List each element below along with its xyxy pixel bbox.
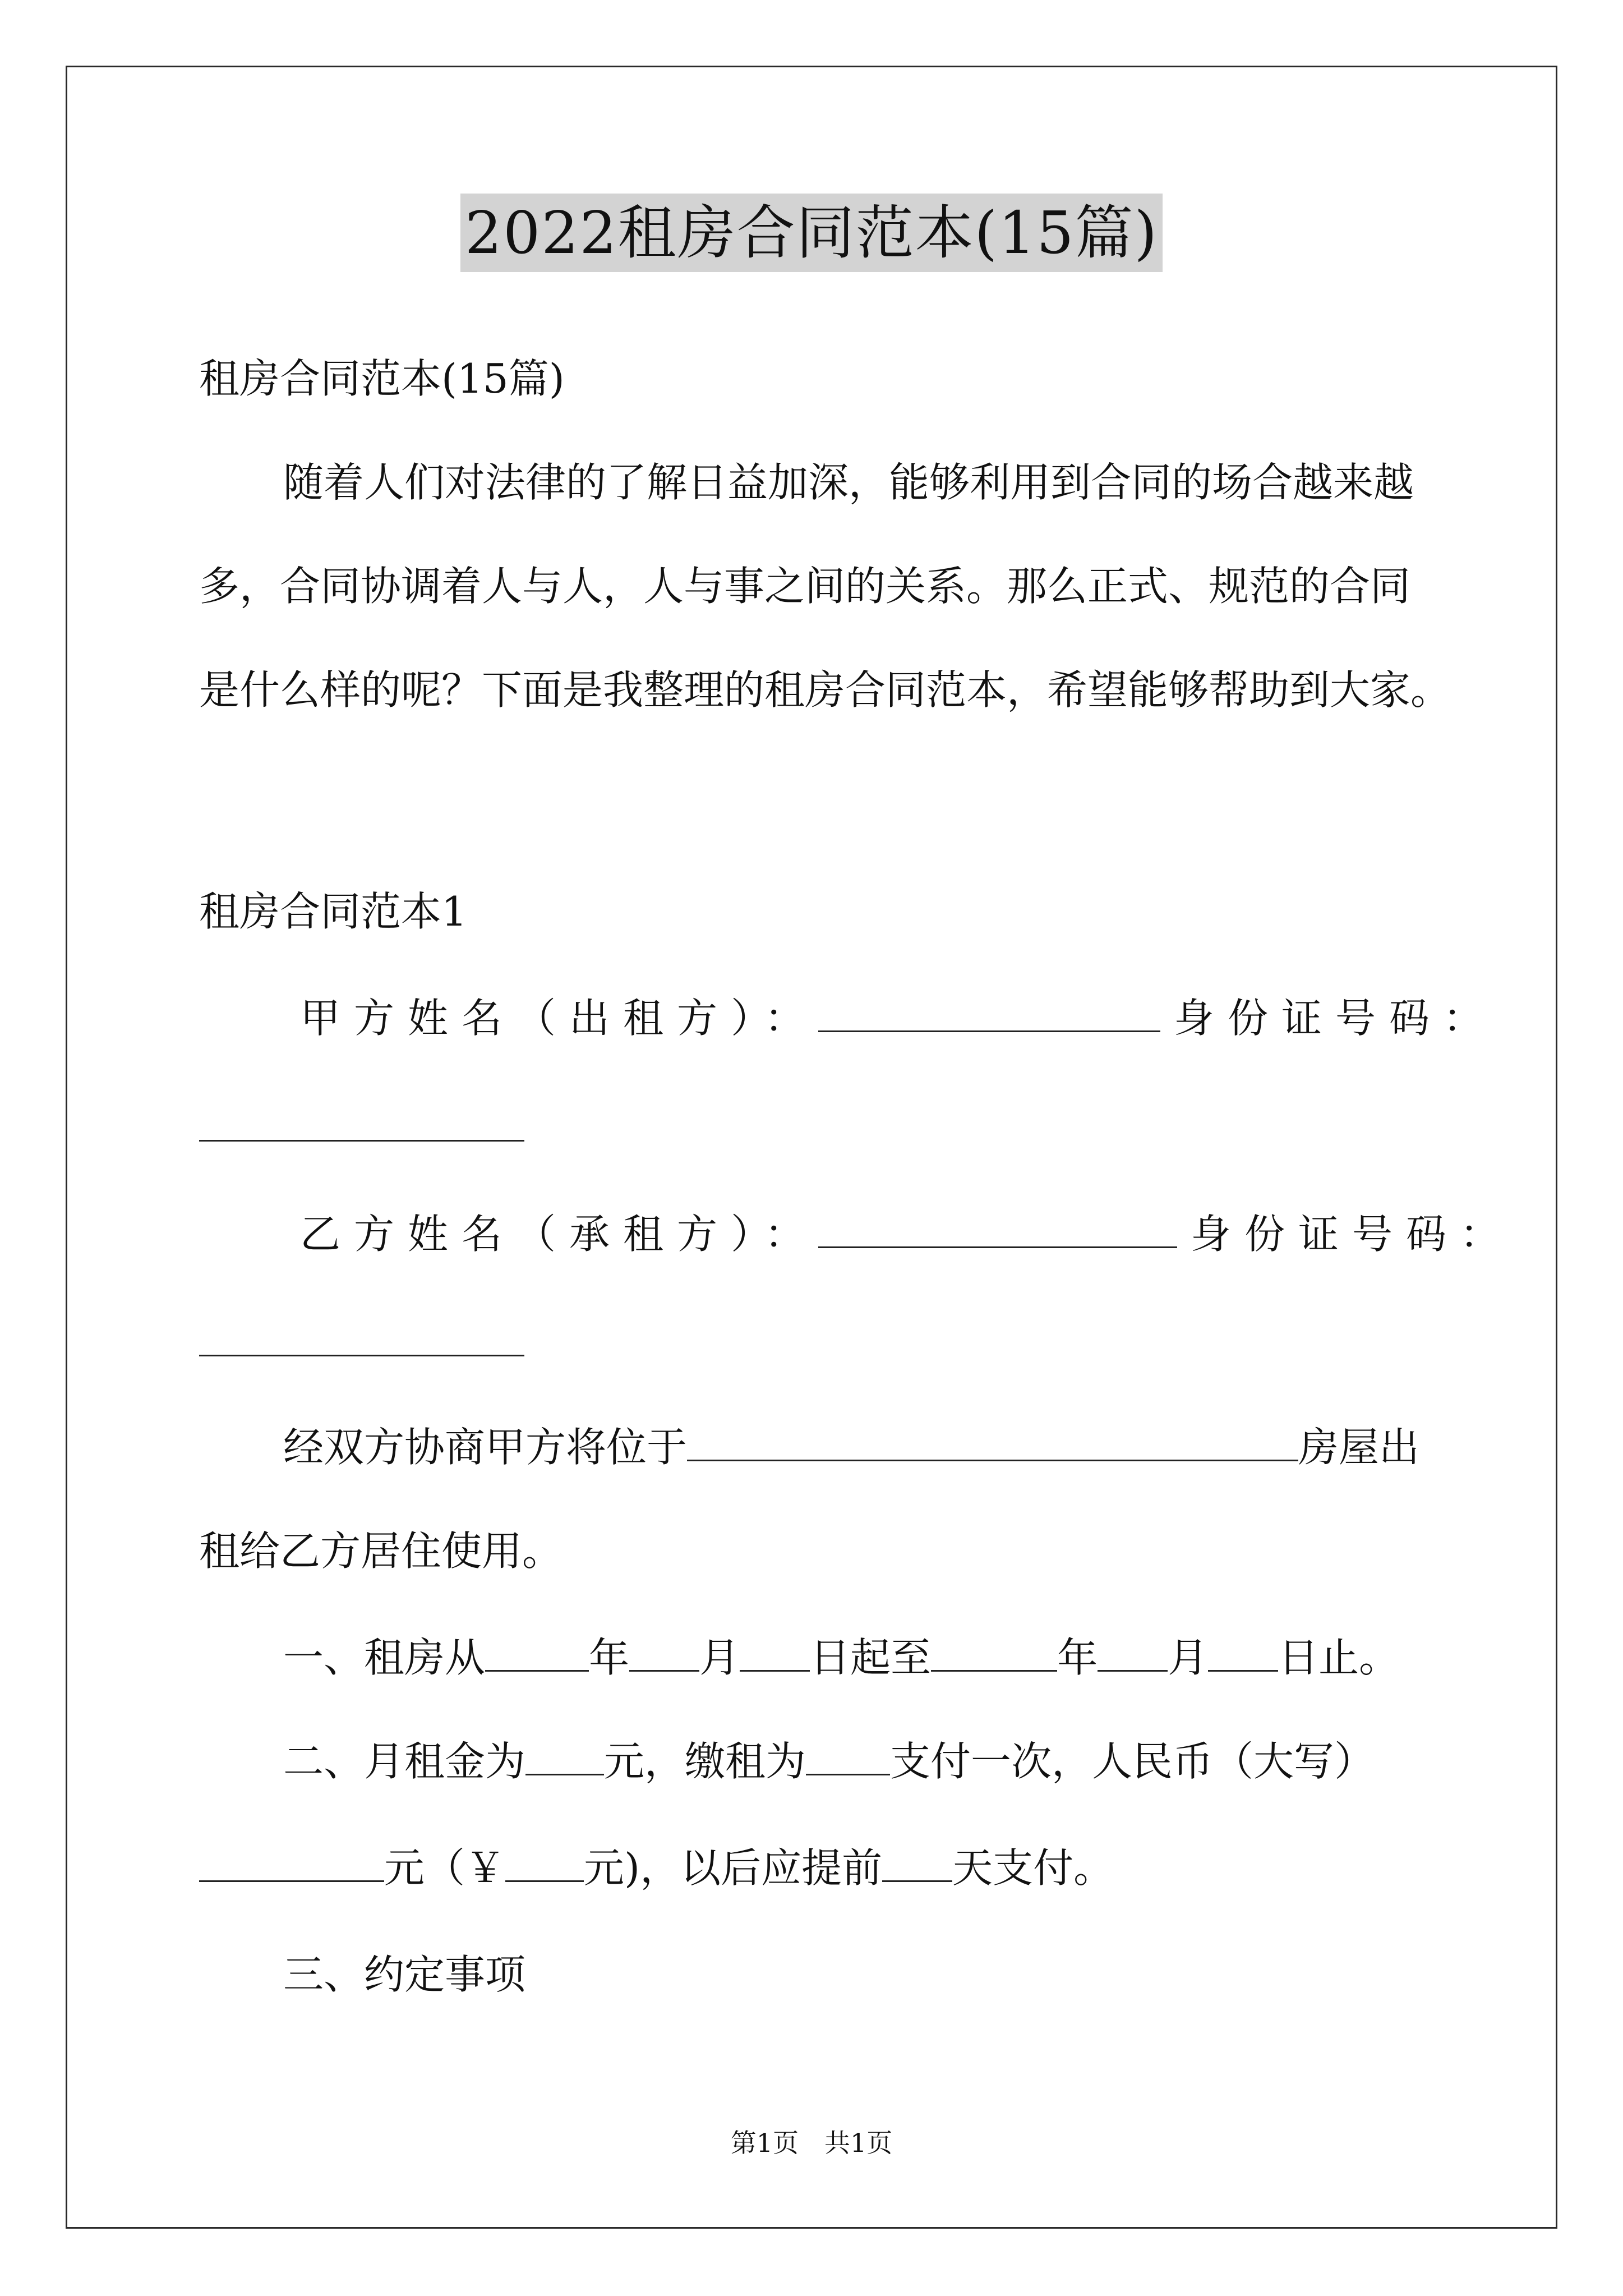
term-start-day-blank <box>740 1667 810 1672</box>
intro-line-2: 多，合同协调着人与人，人与事之间的关系。那么正式、规范的合同 <box>199 563 1411 610</box>
term-line <box>283 1630 1399 1686</box>
term-a: 一、租房从 <box>283 1634 486 1681</box>
term-d: 日起至 <box>810 1634 932 1681</box>
house-suffix: 房屋出 <box>1298 1424 1420 1471</box>
term-end-day-blank <box>1208 1667 1278 1672</box>
intro-line-1: 随着人们对法律的了解日益加深，能够利用到合同的场合越来越 <box>283 459 1414 506</box>
house-line-1 <box>283 1419 1419 1475</box>
term-start-month-blank <box>629 1667 699 1672</box>
term-f: 月 <box>1168 1634 1209 1681</box>
term-end-year-blank <box>931 1667 1057 1672</box>
rent-line-1 <box>283 1733 1375 1789</box>
rent-figure-blank <box>505 1877 584 1882</box>
document-title: 2022租房合同范本(15篇) <box>460 194 1163 272</box>
subtitle: 租房合同范本(15篇) <box>199 355 565 402</box>
party-a-id-blank <box>199 1140 524 1142</box>
page-footer: 第1页 共1页 <box>730 2128 893 2158</box>
rent-b: 元，缴租为 <box>604 1738 806 1785</box>
party-b-name-blank <box>818 1243 1177 1248</box>
term-c: 月 <box>699 1634 740 1681</box>
title-wrap <box>0 194 1623 272</box>
term-b: 年 <box>589 1634 630 1681</box>
rent-f: 天支付。 <box>952 1844 1114 1892</box>
rent-words-blank <box>199 1877 384 1882</box>
section-heading: 租房合同范本1 <box>199 888 467 935</box>
term-g: 日止。 <box>1278 1634 1400 1681</box>
rent-period-blank <box>806 1770 890 1775</box>
agreement-heading: 三、约定事项 <box>283 1951 526 1998</box>
term-e: 年 <box>1057 1634 1098 1681</box>
house-address-blank <box>687 1456 1298 1461</box>
intro-line-3: 是什么样的呢？下面是我整理的租房合同范本，希望能够帮助到大家。 <box>199 666 1451 714</box>
rent-days-blank <box>882 1877 952 1882</box>
rent-a: 二、月租金为 <box>283 1738 526 1785</box>
party-a-id-label: 身份证号码： <box>1174 995 1497 1042</box>
party-b-id-label: 身份证号码： <box>1191 1211 1514 1258</box>
term-start-year-blank <box>485 1667 589 1672</box>
house-line-2: 租给乙方居住使用。 <box>199 1527 563 1575</box>
house-prefix: 经双方协商甲方将位于 <box>283 1424 688 1471</box>
term-end-month-blank <box>1098 1667 1168 1672</box>
party-b-id-blank <box>199 1355 524 1356</box>
rent-line-2 <box>199 1840 1114 1896</box>
party-a-label: 甲方姓名（出租方）： <box>300 995 819 1042</box>
party-b-row <box>300 1206 1514 1262</box>
party-a-name-blank <box>818 1027 1160 1032</box>
rent-d: 元（￥ <box>384 1844 506 1892</box>
rent-c: 支付一次，人民币（大写） <box>890 1738 1375 1785</box>
party-a-row <box>300 990 1497 1046</box>
party-b-label: 乙方姓名（承租方）： <box>300 1211 819 1258</box>
rent-amount-blank <box>525 1770 604 1775</box>
rent-e: 元)，以后应提前 <box>584 1844 883 1892</box>
